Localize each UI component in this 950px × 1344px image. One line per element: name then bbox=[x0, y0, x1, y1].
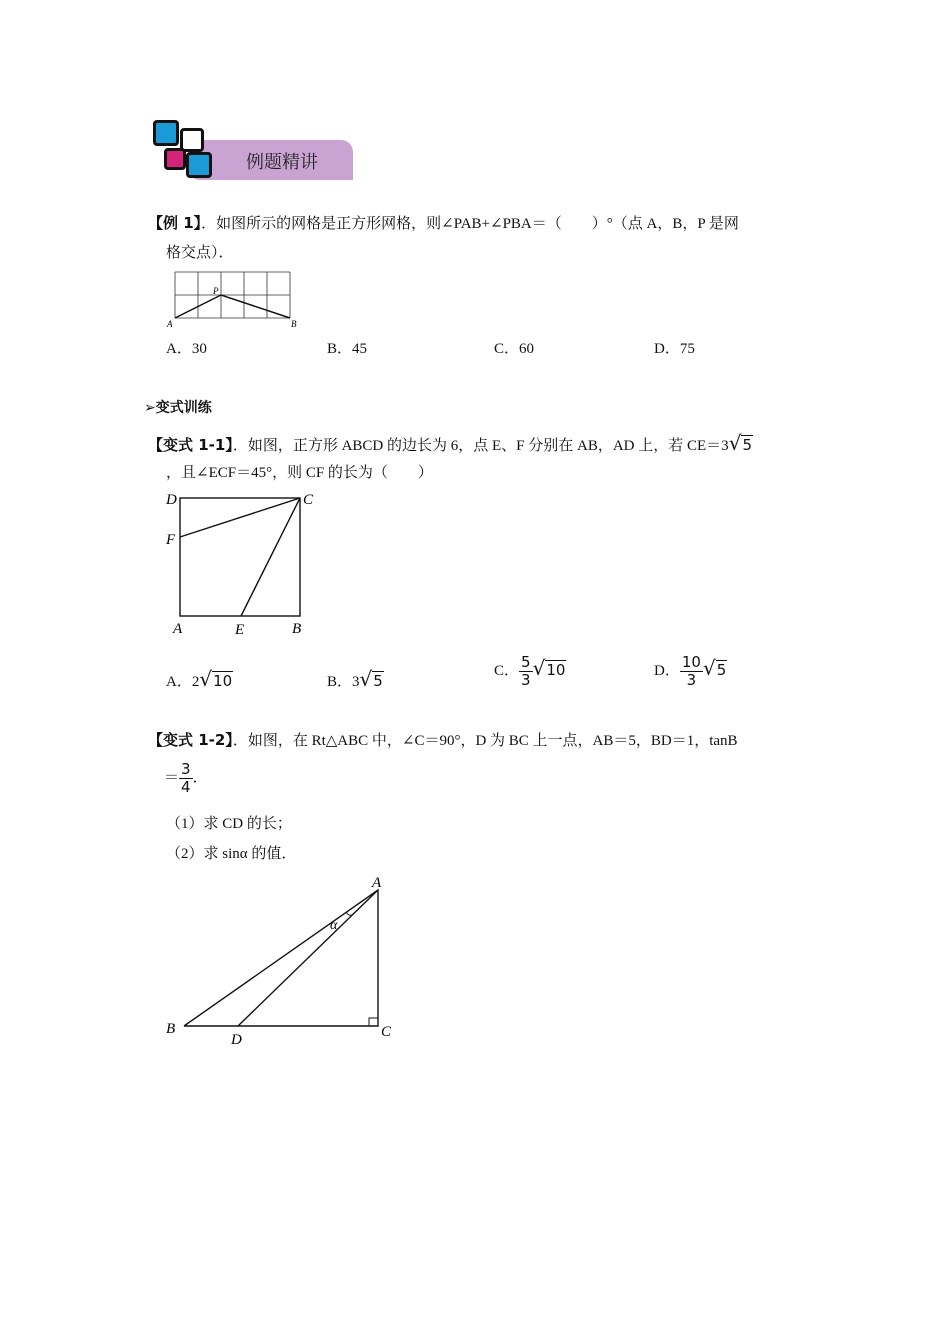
option-letter: B． bbox=[327, 674, 353, 690]
example1-stem-line1 bbox=[148, 212, 739, 235]
variant1-2-question-1: （1）求 CD 的长； bbox=[166, 816, 292, 832]
square-abcd bbox=[180, 498, 300, 616]
fig2-label-b: B bbox=[292, 621, 302, 637]
option-letter: D． bbox=[654, 341, 680, 357]
example1-grid-figure bbox=[165, 268, 305, 330]
variant1-2-question-2: （2）求 sinα 的值． bbox=[166, 846, 297, 862]
sqrt-expression: √10 bbox=[199, 667, 233, 691]
option-coef: 2 bbox=[191, 674, 200, 690]
radicand: 10 bbox=[546, 661, 566, 679]
radicand: 10 bbox=[213, 672, 233, 690]
right-angle-mark bbox=[369, 1018, 378, 1026]
option-letter: C． bbox=[494, 341, 520, 357]
variant1-1-option-b bbox=[327, 668, 384, 693]
variant1-2-triangle-figure bbox=[160, 868, 410, 1053]
option-letter: B． bbox=[327, 341, 353, 357]
variant-heading: ➢变式训练 bbox=[144, 400, 212, 416]
banner-logo-square-3 bbox=[164, 148, 186, 170]
angle-alpha-arc bbox=[346, 912, 354, 915]
variant1-2-tan-value bbox=[164, 758, 208, 798]
option-value: 30 bbox=[191, 341, 207, 357]
numerator: 5 bbox=[521, 653, 531, 672]
variant1-1-stem-text: ．如图，正方形 ABCD 的边长为 6，点 E、F 分别在 AB，AD 上，若 CE＝3 bbox=[232, 438, 729, 454]
section-title: 例题精讲 bbox=[246, 152, 318, 173]
fig3-label-c: C bbox=[381, 1024, 392, 1040]
option-value: 60 bbox=[519, 341, 535, 357]
numerator: 10 bbox=[681, 653, 701, 672]
numerator: 3 bbox=[181, 760, 191, 779]
example1-option-a bbox=[166, 338, 207, 360]
sqrt-expression: √5 bbox=[702, 656, 727, 680]
fig3-label-b: B bbox=[166, 1021, 176, 1037]
banner-logo-icon bbox=[153, 120, 179, 146]
option-value: 45 bbox=[352, 341, 368, 357]
variant1-2-tag: 【变式 1-2】 bbox=[148, 731, 233, 749]
variant1-1-option-a bbox=[166, 668, 233, 693]
variant1-1-option-d bbox=[654, 646, 727, 693]
fig2-label-f: F bbox=[166, 532, 176, 548]
example1-tag: 【例 1】 bbox=[148, 214, 202, 232]
fig3-label-a: A bbox=[372, 875, 382, 891]
fig2-label-c: C bbox=[303, 492, 314, 508]
variant1-1-stem-line1 bbox=[148, 432, 753, 457]
triangle-abc bbox=[184, 890, 378, 1026]
sqrt-expression: √10 bbox=[532, 656, 566, 680]
fig1-label-p: P bbox=[213, 286, 219, 296]
fig2-label-d: D bbox=[166, 492, 177, 508]
example1-option-c bbox=[494, 338, 534, 360]
fraction bbox=[680, 654, 703, 689]
example1-option-d bbox=[654, 338, 695, 360]
segment-ce bbox=[241, 498, 300, 616]
example1-option-b bbox=[327, 338, 367, 360]
segment-ad bbox=[238, 890, 378, 1026]
radicand: 5 bbox=[742, 436, 752, 454]
segment-cf bbox=[180, 498, 300, 537]
variant1-2-stem-line1 bbox=[148, 729, 738, 752]
section-banner bbox=[150, 116, 360, 188]
example1-stem-text: ．如图所示的网格是正方形网格，则∠PAB+∠PBA＝（ ）°（点 A，B，P 是网 bbox=[201, 216, 739, 232]
sqrt-expression: √5 bbox=[359, 667, 383, 691]
fig2-label-a: A bbox=[173, 621, 183, 637]
grid-lines bbox=[175, 272, 290, 318]
denominator: 3 bbox=[686, 671, 697, 690]
option-value: 75 bbox=[679, 341, 695, 357]
option-letter: A． bbox=[166, 674, 192, 690]
fig2-label-e: E bbox=[235, 622, 245, 638]
banner-logo-square-4 bbox=[186, 152, 212, 178]
equals-sign: ＝ bbox=[164, 770, 180, 786]
fraction bbox=[519, 654, 533, 689]
period: ． bbox=[192, 770, 208, 786]
example1-stem-line2: 格交点）． bbox=[166, 245, 234, 261]
denominator: 4 bbox=[181, 778, 191, 797]
option-letter: C． bbox=[494, 663, 520, 679]
variant1-1-square-figure bbox=[160, 488, 320, 638]
variant1-1-option-c bbox=[494, 646, 566, 693]
fig3-label-d: D bbox=[231, 1032, 242, 1048]
radicand: 5 bbox=[373, 672, 383, 690]
sqrt-expression: √5 bbox=[728, 431, 752, 455]
fig1-label-a: A bbox=[167, 319, 173, 329]
variant1-2-stem-text: ．如图，在 Rt△ABC 中，∠C＝90°，D 为 BC 上一点，AB＝5，BD＝1，tanB bbox=[232, 733, 738, 749]
fig3-label-alpha: α bbox=[330, 918, 338, 933]
variant1-1-stem-line2: ，且∠ECF＝45°，则 CF 的长为（ ） bbox=[166, 465, 433, 481]
option-letter: A． bbox=[166, 341, 192, 357]
radicand: 5 bbox=[716, 661, 727, 679]
fig1-label-b: B bbox=[291, 319, 297, 329]
variant1-1-tag: 【变式 1-1】 bbox=[148, 436, 233, 454]
denominator: 3 bbox=[521, 671, 531, 690]
tan-fraction bbox=[179, 761, 193, 796]
option-coef: 3 bbox=[352, 674, 360, 690]
triangle-lines bbox=[175, 295, 290, 318]
option-letter: D． bbox=[654, 663, 680, 679]
